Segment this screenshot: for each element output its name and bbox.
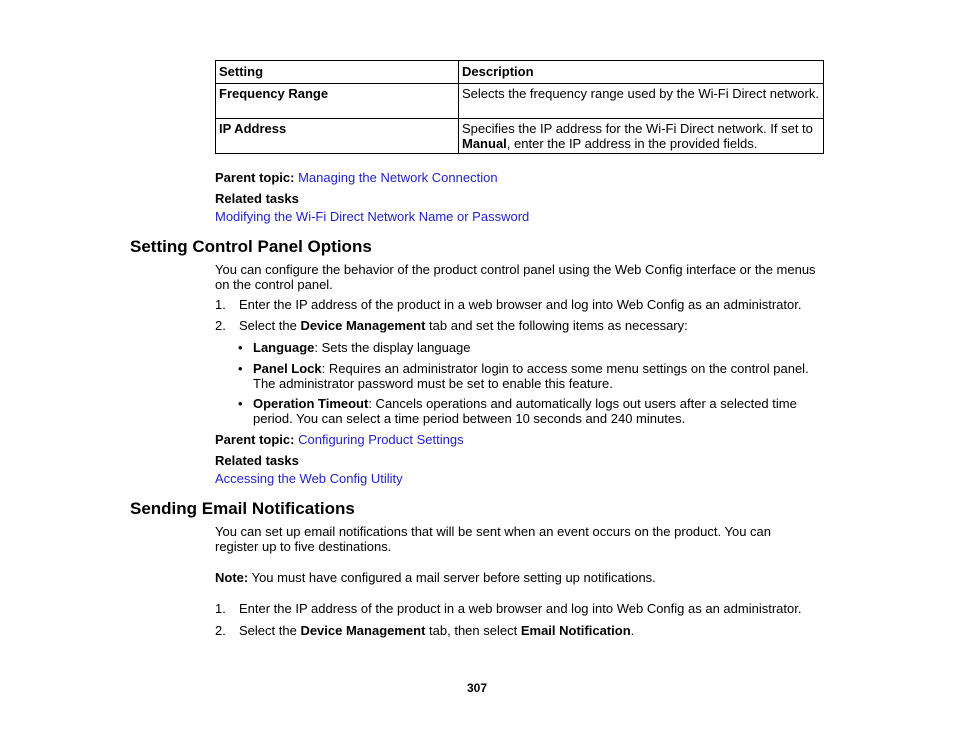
step-number: 2. (215, 623, 226, 638)
step-bold-text: Email Notification (520, 623, 631, 638)
step-text-part: Select the (239, 623, 301, 638)
step-text-part: . (630, 623, 635, 638)
related-tasks-label: Related tasks (215, 453, 299, 468)
bullet-text (253, 361, 828, 391)
step-text-part: tab and set the following items as necessary: (425, 318, 688, 333)
settings-table (215, 60, 824, 154)
setting-cell: IP Address (216, 119, 459, 154)
description-cell: Selects the frequency range used by the Wi-Fi Direct network. (459, 84, 824, 119)
bullet-text (253, 396, 828, 426)
related-task-link[interactable]: Accessing the Web Config Utility (215, 471, 403, 486)
description-cell (459, 119, 824, 154)
step-text: Enter the IP address of the product in a web browser and log into Web Config as an administrator. (239, 297, 802, 312)
note (215, 570, 656, 585)
bullet-icon: • (238, 361, 243, 376)
note-label: Note: (215, 570, 249, 585)
step-bold-text: Device Management (300, 318, 426, 333)
bullet-desc: : Sets the display language (314, 340, 471, 355)
page-number: 307 (466, 681, 488, 695)
step-number: 1. (215, 601, 226, 616)
parent-topic (215, 170, 498, 185)
column-header-description: Description (459, 61, 824, 84)
bullet-term: Language (253, 340, 315, 355)
table-row (216, 84, 824, 119)
step-number: 2. (215, 318, 226, 333)
bullet-text (253, 340, 828, 355)
parent-topic-link[interactable]: Managing the Network Connection (298, 170, 498, 185)
related-task-link[interactable]: Modifying the Wi-Fi Direct Network Name or Password (215, 209, 530, 224)
description-text: , enter the IP address in the provided fields. (506, 136, 758, 151)
description-bold-text: Manual (462, 136, 507, 151)
bullet-desc: : Requires an administrator login to access some menu settings on the control panel. The administrator password must be set to enable this feature. (253, 361, 809, 391)
description-text: Specifies the IP address for the Wi-Fi Direct network. If set to (462, 121, 813, 136)
section-intro: You can set up email notifications that will be sent when an event occurs on the product. You can register up to five destinations. (215, 524, 771, 554)
setting-cell: Frequency Range (216, 84, 459, 119)
related-tasks-label: Related tasks (215, 191, 299, 206)
column-header-setting: Setting (216, 61, 459, 84)
section-title: Sending Email Notifications (130, 499, 355, 518)
section-intro: You can configure the behavior of the product control panel using the Web Config interface or the menus on the control panel. (215, 262, 816, 292)
parent-topic-label: Parent topic: (215, 170, 295, 185)
step-bold-text: Device Management (300, 623, 426, 638)
bullet-desc: : Cancels operations and automatically logs out users after a selected time period. You can select a time period between 10 seconds and 240 minutes. (253, 396, 797, 426)
parent-topic-label: Parent topic: (215, 432, 295, 447)
parent-topic-link[interactable]: Configuring Product Settings (298, 432, 464, 447)
table-row (216, 119, 824, 154)
table-header-row (216, 61, 824, 84)
step-text: Enter the IP address of the product in a web browser and log into Web Config as an administrator. (239, 601, 802, 616)
step-text-part: tab, then select (425, 623, 521, 638)
bullet-icon: • (238, 396, 243, 411)
bullet-icon: • (238, 340, 243, 355)
step-text (239, 318, 688, 333)
bullet-term: Operation Timeout (253, 396, 369, 411)
step-number: 1. (215, 297, 226, 312)
note-text: You must have configured a mail server before setting up notifications. (248, 570, 656, 585)
parent-topic (215, 432, 464, 447)
bullet-term: Panel Lock (253, 361, 322, 376)
step-text (239, 623, 634, 638)
section-title: Setting Control Panel Options (130, 237, 372, 256)
step-text-part: Select the (239, 318, 301, 333)
